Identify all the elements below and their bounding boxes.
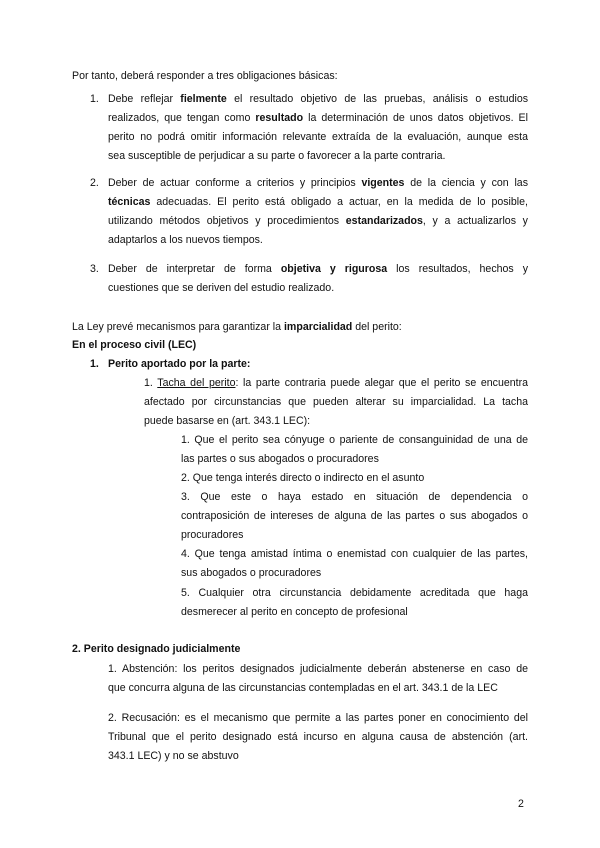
obligation-line: cuestiones que se deriven del estudio realizado. (108, 282, 335, 294)
tacha-cause-line: 3. Que este o haya estado en situación de dependencia o (181, 491, 528, 503)
tacha-cause-line: 4. Que tenga amistad íntima o enemistad con cualquier de las partes, (181, 548, 528, 560)
tacha-cause-line: las partes o sus abogados o procuradores (181, 453, 379, 465)
bold-term: imparcialidad (283, 321, 353, 333)
abstencion-line-2: que concurra alguna de las circunstancias contempladas en el art. 343.1 de la LEC (108, 682, 498, 694)
tacha-label: Tacha del perito (157, 377, 236, 389)
obligation-line: Deber de actuar conforme a criterios y principios vigentes de la ciencia y con las (108, 177, 528, 189)
tacha-line-3: puede basarse en (art. 343.1 LEC): (144, 415, 311, 427)
recusacion-line-2: Tribunal que el perito designado está incurso en alguna causa de abstención (art. (108, 731, 528, 743)
tacha-cause-line: 5. Cualquier otra circunstancia debidamente acreditada que haga (181, 587, 528, 599)
obligation-line: Debe reflejar fielmente el resultado objetivo de las pruebas, análisis o estudios (108, 93, 529, 105)
obligation-line: Deber de interpretar de forma objetiva y rigurosa los resultados, hechos y (108, 263, 529, 275)
bold-term: técnicas (108, 196, 151, 208)
tacha-cause-line: desmerecer al perito en concepto de profesional (181, 606, 408, 618)
bold-term: objetiva y rigurosa (280, 263, 388, 275)
tacha-cause-line: 2. Que tenga interés directo o indirecto en el asunto (181, 472, 425, 484)
obligation-line: realizados, que tengan como resultado la determinación de unos datos objetivos. El (108, 112, 528, 124)
section-heading-lec: En el proceso civil (LEC) (72, 339, 197, 351)
obligation-line: perito no podrá omitir información relevante extraída de la evaluación, aunque esta (108, 131, 528, 143)
recusacion-line-3: 343.1 LEC) y no se abstuvo (108, 750, 239, 762)
bold-term: fielmente (180, 93, 227, 105)
page-number: 2 (518, 798, 524, 810)
tacha-number: 1. (144, 377, 158, 389)
bold-term: vigentes (361, 177, 405, 189)
obligation-line: utilizando métodos objetivos y procedimientos estandarizados, y a actualizarlos y (108, 215, 528, 227)
tacha-cause-line: procuradores (181, 529, 244, 541)
tacha-cause-line: contraposición de intereses de alguna de las partes o sus abogados o (181, 510, 528, 522)
bold-term: resultado (255, 112, 304, 124)
bold-term: estandarizados (345, 215, 423, 227)
recusacion-line-1: 2. Recusación: es el mecanismo que permite a las partes poner en conocimiento del (108, 712, 528, 724)
obligation-number: 1. (90, 93, 99, 105)
tacha-line-2: afectado por circunstancias que pueden alterar su imparcialidad. La tacha (144, 396, 528, 408)
tacha-text: : la parte contraria puede alegar que el perito se encuentra (235, 377, 528, 389)
obligation-number: 2. (90, 177, 99, 189)
perito-parte-title: Perito aportado por la parte: (108, 358, 251, 370)
perito-judicial-title: 2. Perito designado judicialmente (72, 643, 241, 655)
abstencion-line-1: 1. Abstención: los peritos designados judicialmente deberán abstenerse en caso de (108, 663, 528, 675)
tacha-cause-line: sus abogados o procuradores (181, 567, 322, 579)
tacha-line-1 (144, 374, 528, 393)
obligation-number: 3. (90, 263, 99, 275)
obligation-line: sea susceptible de perjudicar a su parte o favorecer a la parte contraria. (108, 150, 446, 162)
obligation-line: adaptarlos a los nuevos tiempos. (108, 234, 263, 246)
law-sentence: La Ley prevé mecanismos para garantizar la imparcialidad del perito: (72, 321, 402, 333)
intro-text: Por tanto, deberá responder a tres obligaciones básicas: (72, 70, 338, 82)
obligation-line: técnicas adecuadas. El perito está obligado a actuar, en la medida de lo posible, (108, 196, 528, 208)
perito-parte-number: 1. (90, 358, 99, 370)
tacha-cause-line: 1. Que el perito sea cónyuge o pariente de consanguinidad de una de (181, 434, 528, 446)
